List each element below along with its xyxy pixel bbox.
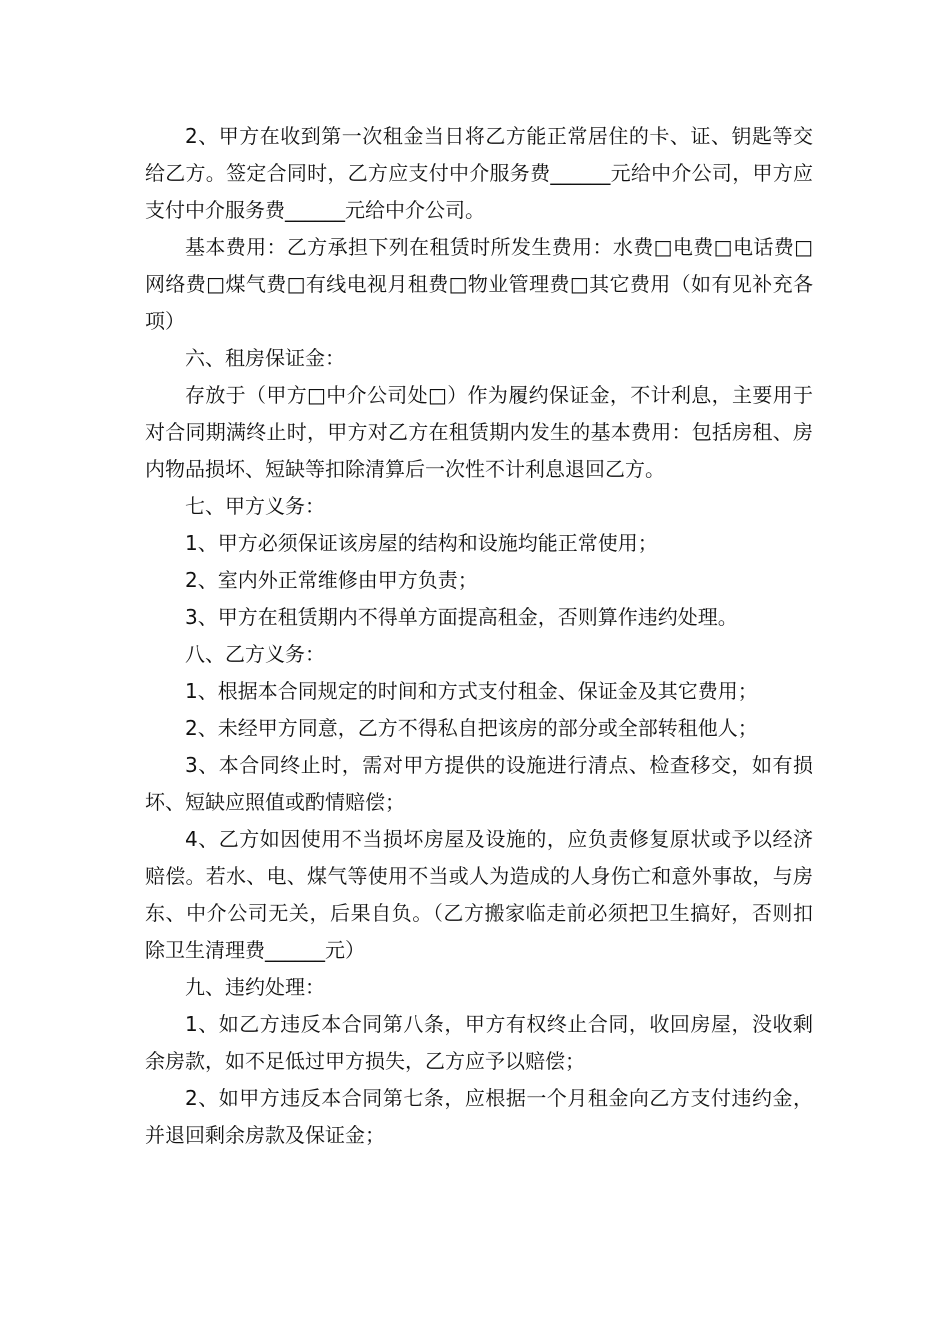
tenant-duty-4: 4、乙方如因使用不当损坏房屋及设施的，应负责修复原状或予以经济赔偿。若水、电、煤气等使用不当或人为造成的人身伤亡和意外事故，与房东、中介公司无关，后果自负。（乙方搬家临走前必须把卫生搞好，否则扣除卫生清理费______元） [145, 827, 813, 962]
tenant-duty-2: 2、未经甲方同意，乙方不得私自把该房的部分或全部转租他人； [185, 716, 758, 740]
tenant-duty-3: 3、本合同终止时，需对甲方提供的设施进行清点、检查移交，如有损坏、短缺应照值或酌情赔偿； [145, 753, 813, 814]
breach-clause-2: 2、如甲方违反本合同第七条，应根据一个月租金向乙方支付违约金，并退回剩余房款及保证金； [145, 1086, 813, 1147]
document-body [145, 118, 813, 1154]
heading-deposit: 六、租房保证金： [185, 346, 345, 370]
paragraph-basic-fees: 基本费用：乙方承担下列在租赁时所发生费用：水费□电费□电话费□网络费□煤气费□有线电视月租费□物业管理费□其它费用（如有见补充各项） [145, 235, 813, 333]
landlord-duty-3: 3、甲方在租赁期内不得单方面提高租金，否则算作违约处理。 [185, 605, 738, 629]
paragraph-deposit: 存放于（甲方□中介公司处□）作为履约保证金，不计利息，主要用于对合同期满终止时，甲方对乙方在租赁期内发生的基本费用：包括房租、房内物品损坏、短缺等扣除清算后一次性不计利息退回乙方。 [145, 383, 813, 481]
paragraph-key-handover: 2、甲方在收到第一次租金当日将乙方能正常居住的卡、证、钥匙等交给乙方。签定合同时，乙方应支付中介服务费______元给中介公司，甲方应支付中介服务费______元给中介公司。 [145, 124, 813, 222]
landlord-duty-1: 1、甲方必须保证该房屋的结构和设施均能正常使用； [185, 531, 658, 555]
tenant-duty-1: 1、根据本合同规定的时间和方式支付租金、保证金及其它费用； [185, 679, 758, 703]
heading-tenant-duties: 八、乙方义务： [185, 642, 325, 666]
breach-clause-1: 1、如乙方违反本合同第八条，甲方有权终止合同，收回房屋，没收剩余房款，如不足低过甲方损失，乙方应予以赔偿； [145, 1012, 813, 1073]
heading-landlord-duties: 七、甲方义务： [185, 494, 325, 518]
heading-breach: 九、违约处理： [185, 975, 325, 999]
landlord-duty-2: 2、室内外正常维修由甲方负责； [185, 568, 478, 592]
